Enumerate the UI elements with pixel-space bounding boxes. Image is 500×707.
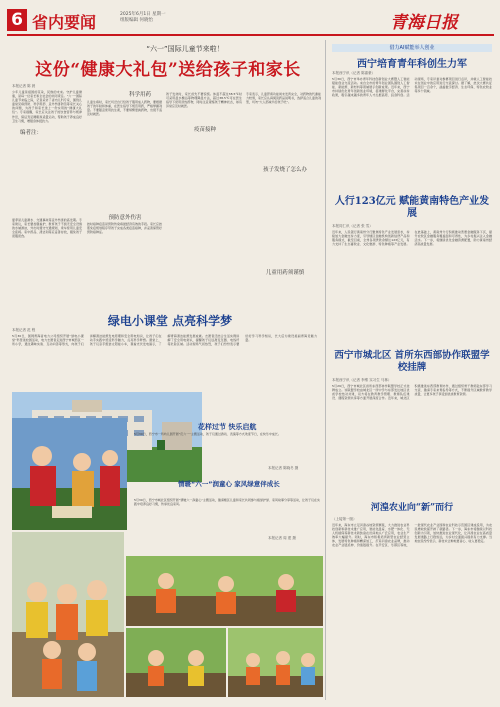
lead-sub6: 儿童用药须谨慎 — [265, 270, 305, 276]
children-photo-image — [12, 418, 127, 530]
right3-headline: 西宁市城北区 首所东西部协作联盟学校挂牌 — [334, 350, 490, 373]
kids-photo-image — [12, 532, 124, 697]
lead-sub5: 孩子发烧了怎么办 — [262, 167, 307, 173]
caption1-credit: 本报记者 陈晓冬 摄 — [268, 466, 299, 470]
right2-headline: 人行123亿元 赋能黄南特色产业发展 — [334, 196, 490, 219]
right1-body: 5月30日，西宁市举办青年科技创新创业大赛暨人工智能赋能创业交流活动。来自全市的青年创业团队围绕人工智能、新能源、新材料等领域展示创新成果。近年来，西宁市持续优化青年创新创业环境，搭建孵化平台，完善扶持政策，吸引越来越多的青年人才扎根高原、投身科创。活动现场，专家评委对参赛项目进行点评，并就人工智能技术在创业中的应用进行交流探讨。据了解，此次大赛共征集项目一百余个，涵盖数字经济、生态环保、特色农牧业等多个领域。 — [332, 77, 492, 98]
right1 — [332, 44, 492, 194]
section-title: 省内要闻 — [32, 13, 97, 32]
caption1-title: 花样过节 快乐启航 — [198, 423, 257, 431]
lead-headline: 这份“健康大礼包”送给孩子和家长 — [35, 60, 301, 80]
lead-sub4: 疫苗接种 — [193, 127, 216, 133]
lead-body-col3: 孩子发烧时，家长首先不要惊慌。体温不超过38.5℃时可采用温水擦浴等物理降温方法，超过38.5℃可在医生指导下使用退热药物，同时注意观察孩子精神状态，如有异常应及时就医。 — [166, 92, 242, 109]
right4-byline: （上接第一版） — [332, 517, 357, 521]
right1-byline: 本报西宁讯（记者 陈嘉豪） — [332, 71, 376, 75]
right4-headline: 河湟农业向“新”而行 — [370, 503, 454, 513]
sec2-byline: 本报记者 范 程 — [12, 328, 36, 332]
children-photo — [12, 418, 127, 530]
right1-kicker: 借力AI赋能举人创业 — [332, 44, 492, 52]
sec2-headline: 绿电小课堂 点亮科学梦 — [107, 314, 233, 328]
right3-body: 5月29日，西宁市城北区首所东西部协作联盟学校正式挂牌成立。该联盟学校由城北区一所中学与东部发达地区优质学校结对共建，双方将在教育教学管理、教师队伍建设、课程资源共享等方面开展深度合作。近年来，城北区积极推进东西部教育协作，通过组织骨干教师赴东部学习交流、邀请专家来青指导等方式，不断提升区域教育教学质量，让更多孩子享受到优质教育资源。 — [332, 384, 492, 401]
right3-byline: 本报西宁讯（记者 李维 实习生 马林） — [332, 378, 392, 382]
right2-byline: 本报同仁讯（记者 张 雪） — [332, 224, 373, 228]
tree-photo — [126, 628, 226, 697]
right1-headline: 西宁培育青年科创生力军 — [357, 59, 467, 70]
caption1-body: 5月30日，西宁市一所幼儿园开展“庆六一”主题活动，孩子们通过游戏、表演等方式欢度节日，在快乐中成长。 — [134, 432, 281, 436]
lead-sub1: 编者注： — [20, 130, 43, 136]
caption2-body: 5月30日，西宁市城北区组织开展“情暖六一润童心”主题活动，邀请辖区儿童和家长共同参与植绿护绿、家风故事分享等活动，让孩子们在实践中培养良好习惯，传承优良家风。 — [134, 498, 320, 507]
caption2-title: 情暖“六一”润童心 家风绿意伴成长 — [178, 480, 280, 488]
lead-byline: 本报记者 陈 晨 — [12, 84, 36, 88]
page-editor: 组版编辑 何晓怡 — [120, 18, 153, 23]
caption2-box — [128, 478, 323, 548]
kids-photo — [12, 532, 124, 697]
lead-body-col2b: 按时接种疫苗是预防传染病最经济有效的手段。家长应按照免疫规划程序带孩子完成各类疫苗接种，并妥善保管好预防接种证。 — [87, 222, 162, 235]
lead-kicker: “六一”国际儿童节来啦！ — [146, 45, 224, 53]
right4-body: 近年来，海东市立足河湟谷地资源禀赋，大力推进农业科技创新和新技术推广应用，智能化温室、水肥一体化、无人机植保等新技术新装备在田间地头广泛应用，农业生产效率大幅提升。同时，海东市积极培育新型农业经营主体，发展特色种植和精深加工，打造河湟农业品牌，推动农业产业链延伸、价值链提升。在平安区、乐都区等地，一批现代农业产业园和农业科技示范园区建成投用，为农民增收致富开辟了新路径。下一步，海东市将继续以科技创新为引领，加快推进农业现代化，让河湟农业在高质量发展道路上行稳致远，为乡村全面振兴提供有力支撑。当地农民纷纷表示，新技术让种地更省心、收入更稳定。 — [332, 523, 492, 548]
page-number: 6 — [7, 9, 27, 31]
lead-body-col1: 少年儿童是祖国的花朵，民族的未来。守护儿童健康，是每一位家长和全社会的共同责任。“六一”国际儿童节来临之际，记者采访了省内儿科专家，围绕儿童常见病预防、科学用药、意外伤害防范等家长关心的问题，为孩子和家长送上一份实用的“健康大礼包”。专家提醒，家长应关注孩子的饮食营养与规律作息，保证充足睡眠和适量运动，帮助孩子养成良好卫生习惯，增强身体抵抗力。 — [12, 90, 82, 123]
right2-body: 近年来，人民银行黄南州分行聚焦特色产业发展需求，持续加大金融支持力度，引导辖区金融机构创新信贷产品和服务模式，截至目前，全州各项贷款余额达123亿元，有力支持了生态畜牧业、文化旅游、特色种植等产业发展。在此基础上，黄南州分行积极推动普惠金融服务下沉，提升农牧区金融服务覆盖面和可得性，为乡村振兴注入金融活水。下一步，将继续优化金融资源配置，助力黄南州经济高质量发展。 — [332, 230, 492, 247]
newspaper-logo: 青海日报 — [390, 13, 458, 33]
right3 — [332, 350, 492, 500]
group-photo-image — [228, 628, 323, 697]
lead-sub3: 预防意外伤害 — [108, 215, 142, 221]
lead-body-col2: 儿童生病时，家长切忌自行给孩子服用成人药物，要根据孩子的年龄和体重，在医生指导下规范用药，严格掌握剂量。不要随意使用抗生素，不要频繁更换药物，出现不适及时就医。 — [87, 100, 162, 117]
lead-body-col1b: 夏季是儿童溺水、交通事故等意外伤害的高发期。专家建议，家长要加强看护，教育孩子不到无安全设施的水域游泳，外出时遵守交通规则，乘车使用儿童安全座椅。家中药品、清洁剂等应妥善存放，避免孩子误服误食。 — [12, 218, 82, 239]
column-divider — [325, 40, 326, 700]
page-meta — [120, 12, 166, 24]
sec2-body: 5月30日，国网青海省电力公司组织开展“绿电小课堂”科普进校园活动，电力志愿者走进西宁市城西区一所小学，通过趣味实验、互动问答等形式，向孩子们讲解清洁能源发电原理和安全用电知识，让孩子们在动手实践中感受科学魅力，点亮科学梦想。课堂上，孩子们亲手组装太阳能小车，观看光伏发电演示，了解青海清洁能源发展成就。志愿者还结合生活实例讲解了安全用电常识，提醒孩子们远离变压器、电线杆等危险区域。活动现场气氛热烈，孩子们纷纷表示要好好学习科学知识，长大后为建设美丽青海贡献力量。 — [12, 334, 317, 347]
header-rule — [7, 34, 494, 36]
group-photo — [228, 628, 323, 697]
right2 — [332, 196, 492, 346]
right4 — [332, 503, 492, 700]
page-date: 2025年6月1日 星期一 — [120, 12, 166, 17]
lead-sub2: 科学用药 — [128, 92, 151, 98]
planting-photo-image — [126, 556, 323, 626]
tree-photo-image — [126, 628, 226, 697]
lead-body-col4: 专家表示，儿童肝肾功能尚未发育完全，对药物的代谢能力较弱，家长应认真阅读药品说明书，选择适合儿童的剂型，切勿“大人药减半给孩子吃”。 — [246, 92, 321, 105]
caption2-credit: 本报记者 周 建 摄 — [268, 536, 296, 540]
caption1-box — [128, 420, 323, 478]
planting-photo — [126, 556, 323, 626]
